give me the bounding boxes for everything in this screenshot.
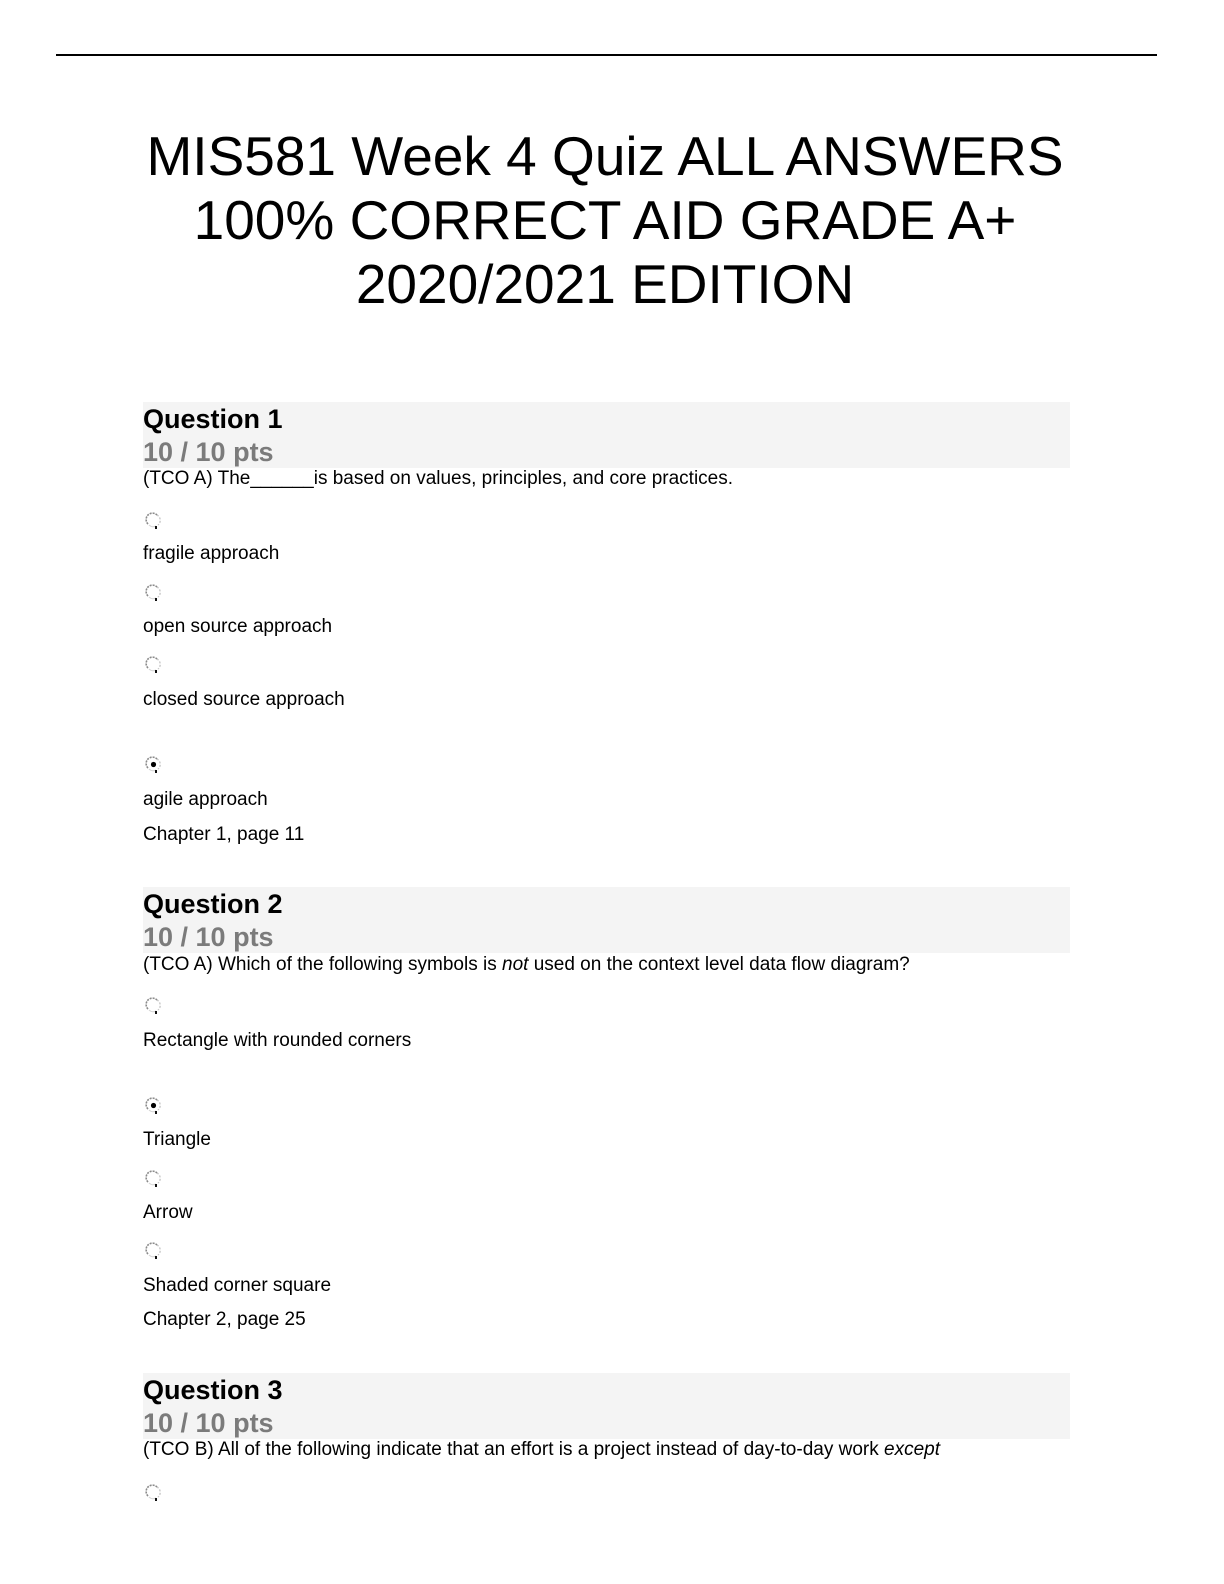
top-divider	[56, 54, 1157, 56]
prompt-text: used on the context level data flow diagram?	[528, 954, 910, 975]
option-label: Shaded corner square	[143, 1275, 332, 1296]
option-label: Arrow	[143, 1202, 193, 1223]
option-label: fragile approach	[143, 543, 280, 564]
answer-reference: Chapter 2, page 25	[143, 1309, 306, 1330]
radio-unselected-icon[interactable]	[145, 656, 162, 673]
prompt-emphasis: except	[884, 1439, 940, 1460]
answer-reference: Chapter 1, page 11	[143, 824, 305, 845]
radio-unselected-icon[interactable]	[145, 1170, 162, 1187]
radio-unselected-icon[interactable]	[145, 1484, 162, 1501]
prompt-emphasis: not	[502, 954, 529, 975]
option-label: open source approach	[143, 616, 333, 637]
radio-unselected-icon[interactable]	[145, 512, 162, 529]
radio-selected-icon[interactable]	[145, 1097, 162, 1114]
question-3-header	[143, 1373, 1070, 1439]
question-prompt	[143, 1438, 940, 1462]
option-label: Triangle	[143, 1129, 211, 1150]
option-label: Rectangle with rounded corners	[143, 1030, 412, 1051]
question-2-header	[143, 887, 1070, 953]
radio-unselected-icon[interactable]	[145, 584, 162, 601]
question-title: Question 1	[143, 404, 283, 434]
document-title: MIS581 Week 4 Quiz ALL ANSWERS 100% CORRECT AID GRADE A+ 2020/2021 EDITION	[146, 125, 1064, 315]
question-prompt: (TCO A) The______is based on values, principles, and core practices.	[143, 468, 734, 489]
question-title: Question 3	[143, 1375, 283, 1405]
option-label: agile approach	[143, 789, 268, 810]
question-1-header	[143, 402, 1070, 468]
prompt-text: (TCO A) Which of the following symbols is	[143, 954, 502, 975]
radio-selected-icon[interactable]	[145, 756, 162, 773]
question-prompt	[143, 953, 910, 977]
prompt-text: (TCO B) All of the following indicate that an effort is a project instead of day-to-day work	[143, 1439, 885, 1460]
question-points: 10 / 10 pts	[143, 1408, 274, 1438]
radio-unselected-icon[interactable]	[145, 1242, 162, 1259]
radio-unselected-icon[interactable]	[145, 997, 162, 1014]
question-points: 10 / 10 pts	[143, 437, 274, 467]
question-title: Question 2	[143, 889, 283, 919]
question-points: 10 / 10 pts	[143, 922, 274, 952]
option-label: closed source approach	[143, 689, 345, 710]
